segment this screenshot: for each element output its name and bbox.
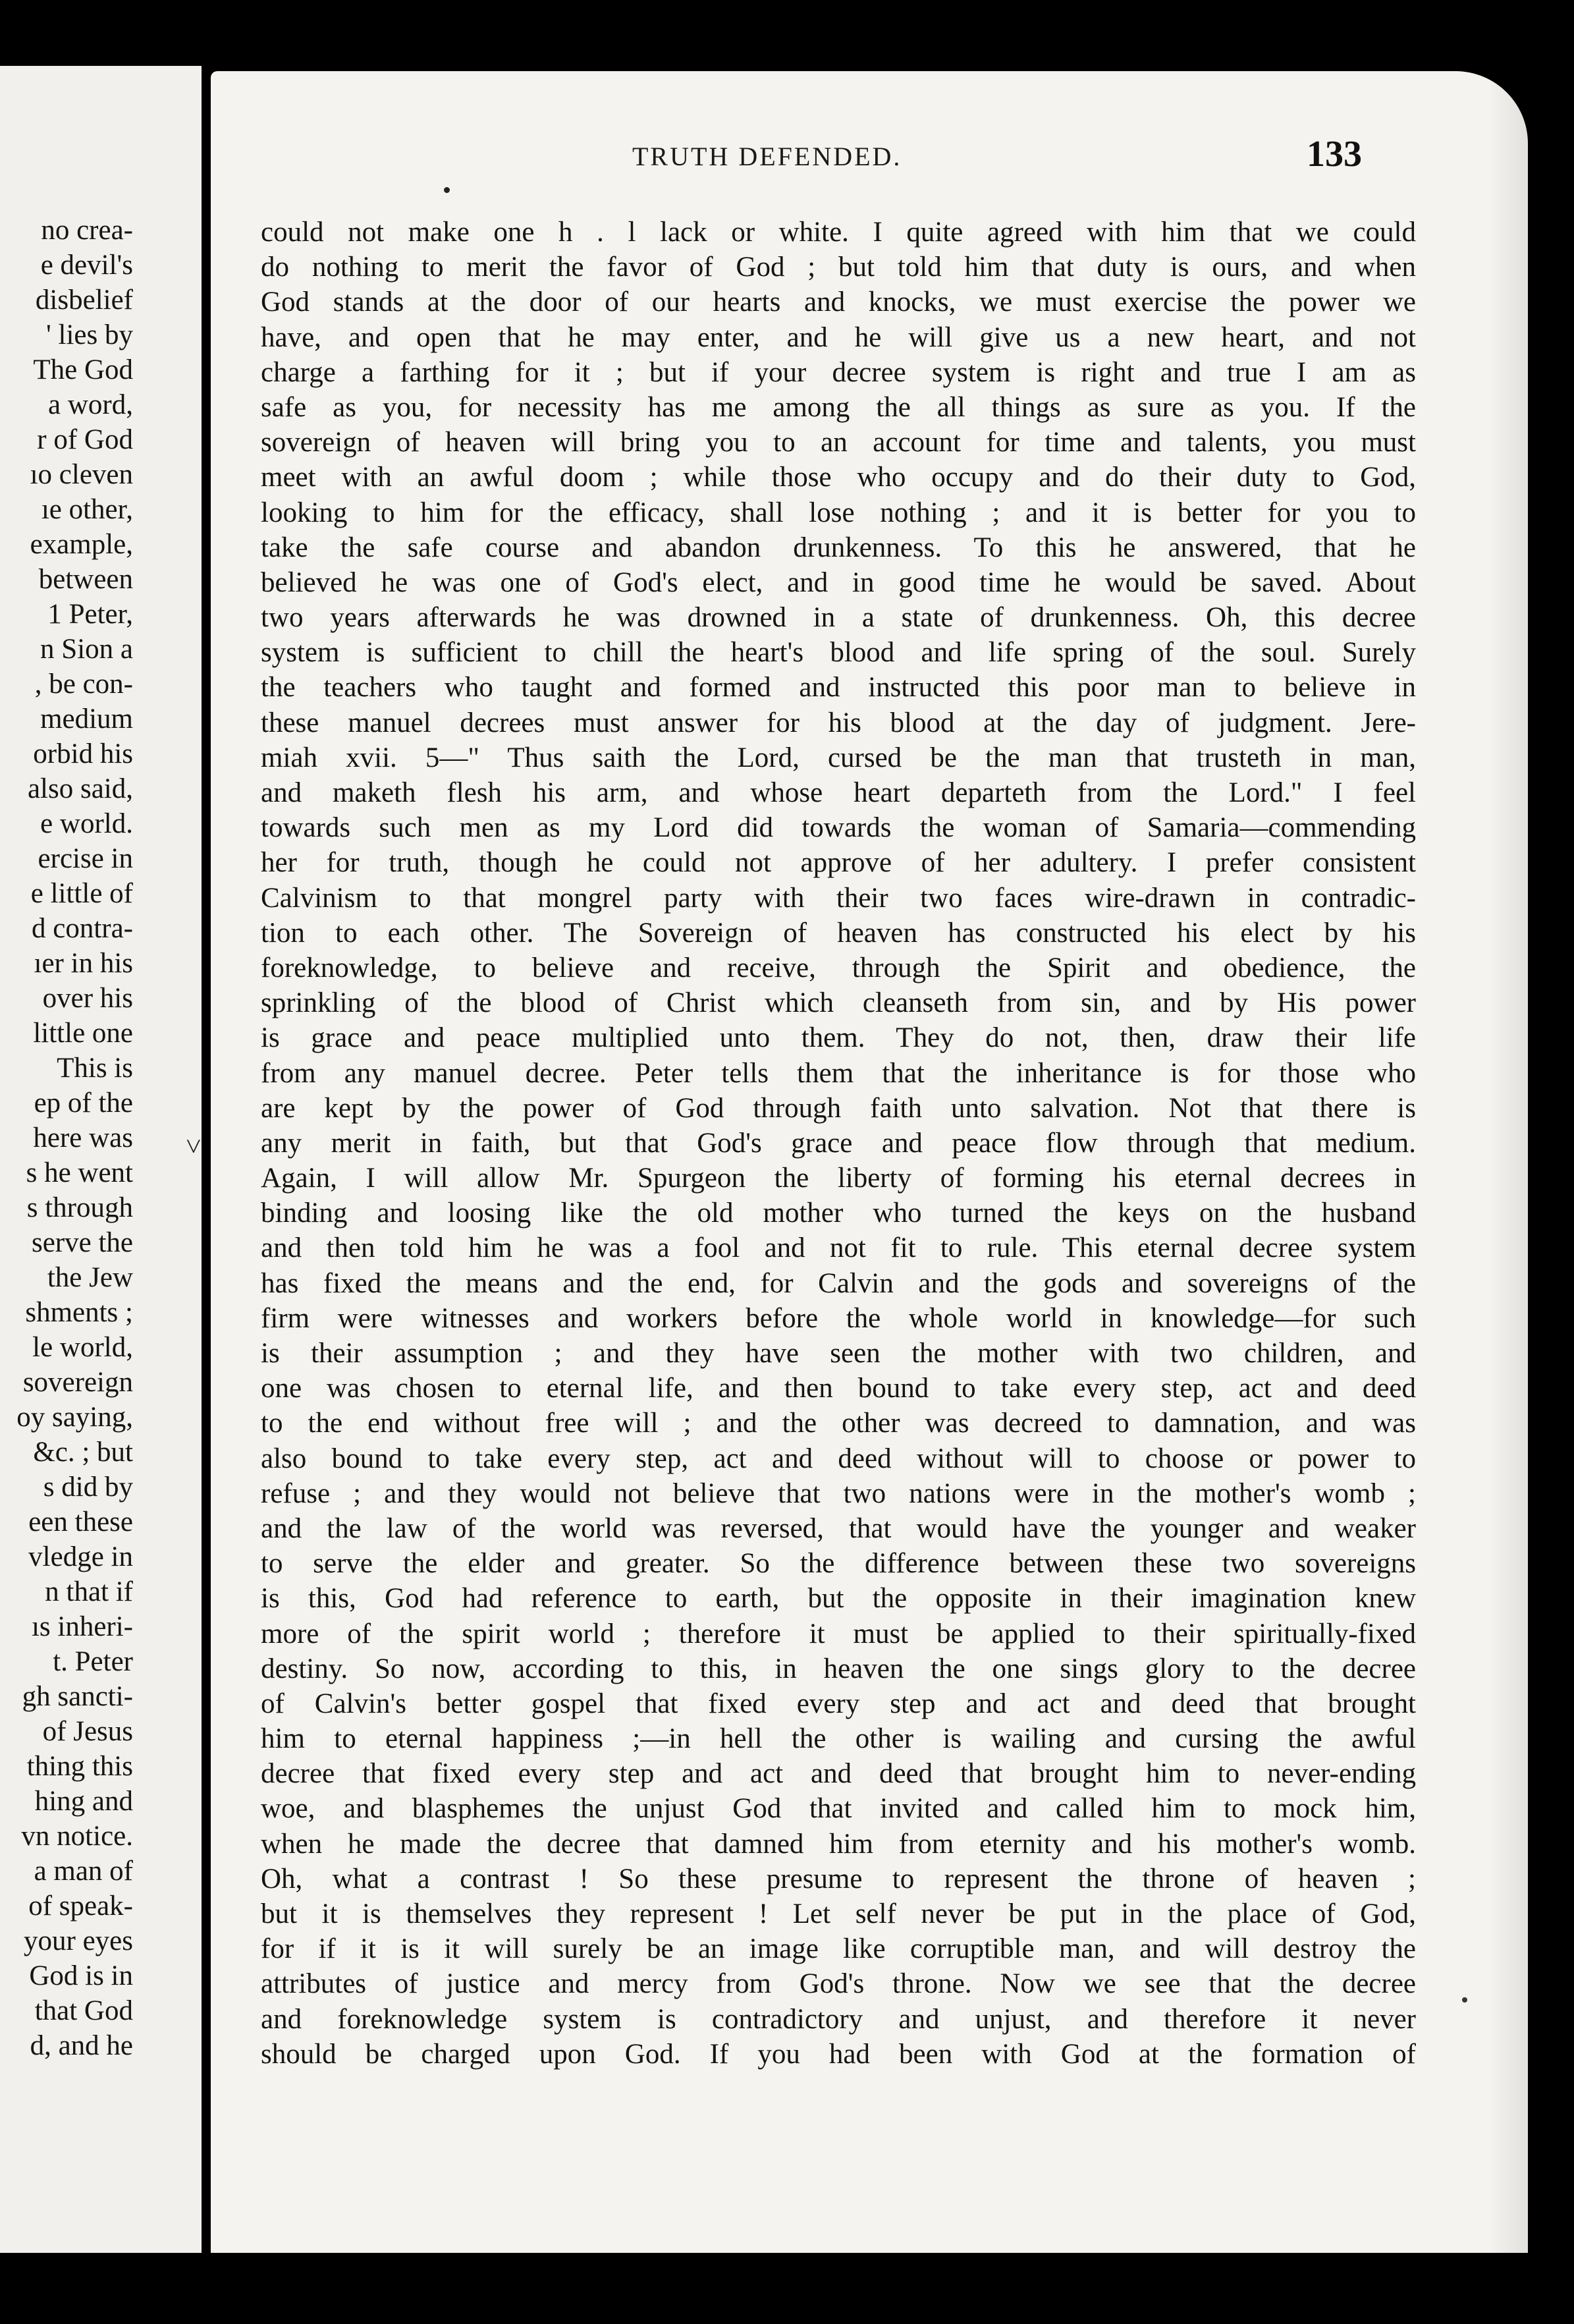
left-text-line: over his xyxy=(42,983,133,1014)
left-text-line: s through xyxy=(26,1192,133,1223)
right-page xyxy=(211,71,1528,2253)
left-text-line: ıer in his xyxy=(34,948,133,979)
body-text-line: her for truth, though he could not approve of her adultery. I prefer consistent xyxy=(261,847,1416,879)
left-text-line: serve the xyxy=(31,1227,133,1258)
body-text-line: foreknowledge, to believe and receive, through the Spirit and obedience, the xyxy=(261,952,1416,983)
body-text-line: of Calvin's better gospel that fixed every step and act and deed that brought xyxy=(261,1688,1416,1719)
body-text-line: should be charged upon God. If you had been with God at the formation of xyxy=(261,2038,1416,2070)
body-text-line: sprinkling of the blood of Christ which cleanseth from sin, and by His power xyxy=(261,987,1416,1019)
body-text-line: to the end without free will ; and the other was decreed to damnation, and was xyxy=(261,1408,1416,1439)
body-text-line: any merit in faith, but that God's grace and peace flow through that medium. xyxy=(261,1127,1416,1159)
left-text-line: the Jew xyxy=(47,1262,133,1293)
body-text-line: attributes of justice and mercy from God's throne. Now we see that the decree xyxy=(261,1968,1416,2000)
left-text-line: of speak- xyxy=(28,1891,133,1922)
body-text-line: looking to him for the efficacy, shall lose nothing ; and it is better for you to xyxy=(261,497,1416,528)
left-text-line: your eyes xyxy=(24,1925,133,1956)
body-text-line: charge a farthing for it ; but if your decree system is right and true I am as xyxy=(261,356,1416,388)
body-text-line: has fixed the means and the end, for Calvin and the gods and sovereigns of the xyxy=(261,1267,1416,1299)
left-text-line: sovereign xyxy=(22,1367,133,1398)
body-text-line: for if it is it will surely be an image like corruptible man, and will destroy the xyxy=(261,1933,1416,1965)
body-text-line: are kept by the power of God through faith unto salvation. Not that there is xyxy=(261,1092,1416,1124)
left-text-line: e devil's xyxy=(40,250,133,281)
left-text-line: The God xyxy=(33,354,133,385)
left-text-line: oy saying, xyxy=(16,1402,133,1433)
body-text-line: take the safe course and abandon drunkenness. To this he answered, that he xyxy=(261,532,1416,563)
body-text-line: Again, I will allow Mr. Spurgeon the liberty of forming his eternal decrees in xyxy=(261,1163,1416,1194)
left-text-line: le world, xyxy=(32,1332,133,1363)
left-text-line: vledge in xyxy=(28,1541,133,1572)
body-text-line: decree that fixed every step and act and deed that brought him to never-ending xyxy=(261,1758,1416,1790)
body-text-line: Calvinism to that mongrel party with their two faces wire-drawn in contradic- xyxy=(261,882,1416,914)
body-text-line: firm were witnesses and workers before the whole world in knowledge—for such xyxy=(261,1302,1416,1334)
left-text-line: ıs inheri- xyxy=(31,1611,133,1642)
left-text-line: n Sion a xyxy=(40,634,133,665)
left-text-line: disbelief xyxy=(35,285,133,316)
body-text-line: Oh, what a contrast ! So these presume to represent the throne of heaven ; xyxy=(261,1863,1416,1895)
left-text-line: little one xyxy=(33,1018,133,1049)
body-text-line: sovereign of heaven will bring you to an account for time and talents, you must xyxy=(261,427,1416,458)
left-text-line: , be con- xyxy=(34,669,133,700)
left-text-line: e little of xyxy=(30,878,133,909)
left-text-line: t. Peter xyxy=(53,1646,133,1677)
left-text-line: God is in xyxy=(29,1960,133,1991)
body-text-line: and foreknowledge system is contradictory and unjust, and therefore it never xyxy=(261,2003,1416,2035)
body-text-line: also bound to take every step, act and deed without will to choose or power to xyxy=(261,1443,1416,1474)
left-text-line: This is xyxy=(57,1053,133,1084)
running-head xyxy=(211,134,1370,178)
body-text-line: safe as you, for necessity has me among the all things as sure as you. If the xyxy=(261,391,1416,423)
left-text-line: een these xyxy=(28,1507,133,1537)
left-text-line: r of God xyxy=(37,424,133,455)
gutter-mark: ˅ xyxy=(186,1132,202,1162)
left-text-line: example, xyxy=(30,529,133,560)
body-text-line: but it is themselves they represent ! Let self never be put in the place of God, xyxy=(261,1898,1416,1929)
body-text-line: him to eternal happiness ;—in hell the other is wailing and cursing the awful xyxy=(261,1723,1416,1755)
left-text-line: ercise in xyxy=(38,843,133,874)
left-text-line: e world. xyxy=(40,808,133,839)
left-page xyxy=(0,66,202,2253)
left-text-line: gh sancti- xyxy=(22,1681,133,1712)
body-text-line: destiny. So now, according to this, in heaven the one sings glory to the decree xyxy=(261,1653,1416,1684)
page-number: 133 xyxy=(1307,134,1362,175)
left-text-line: d, and he xyxy=(30,2030,133,2061)
body-text-line: system is sufficient to chill the heart's blood and life spring of the soul. Surely xyxy=(261,637,1416,669)
body-text-line: is their assumption ; and they have seen the mother with two children, and xyxy=(261,1338,1416,1369)
body-text-line: is this, God had reference to earth, but the opposite in their imagination knew xyxy=(261,1583,1416,1615)
left-text-line: d contra- xyxy=(31,913,133,944)
body-text-line: have, and open that he may enter, and he will give us a new heart, and not xyxy=(261,321,1416,353)
left-text-line: s did by xyxy=(43,1472,133,1503)
left-text-line: thing this xyxy=(26,1751,133,1782)
body-text-line: to serve the elder and greater. So the difference between these two sovereigns xyxy=(261,1548,1416,1580)
left-text-line: of Jesus xyxy=(42,1716,133,1747)
body-text-line: believed he was one of God's elect, and in good time he would be saved. About xyxy=(261,567,1416,598)
left-text-line: 1 Peter, xyxy=(47,599,133,630)
body-text-line: two years afterwards he was drowned in a state of drunkenness. Oh, this decree xyxy=(261,602,1416,634)
body-text-line: binding and loosing like the old mother who turned the keys on the husband xyxy=(261,1198,1416,1229)
left-text-line: a word, xyxy=(48,389,133,420)
left-text-line: between xyxy=(38,564,133,595)
left-text-line: that God xyxy=(34,1995,133,2026)
body-text-line: could not make one h . l lack or white. I quite agreed with him that we could xyxy=(261,217,1416,248)
body-text xyxy=(261,215,1416,2072)
left-text-line: shments ; xyxy=(25,1297,133,1328)
body-text-line: the teachers who taught and formed and instructed this poor man to believe in xyxy=(261,672,1416,704)
left-text-line: s he went xyxy=(26,1157,133,1188)
left-text-line: also said, xyxy=(27,773,133,804)
body-text-line: miah xvii. 5—" Thus saith the Lord, cursed be the man that trusteth in man, xyxy=(261,742,1416,773)
left-text-line: here was xyxy=(33,1122,133,1153)
left-text-line: ep of the xyxy=(34,1088,133,1119)
left-text-line: &c. ; but xyxy=(33,1437,133,1468)
body-text-line: and maketh flesh his arm, and whose heart departeth from the Lord." I feel xyxy=(261,777,1416,808)
body-text-line: one was chosen to eternal life, and then bound to take every step, act and deed xyxy=(261,1373,1416,1404)
body-text-line: refuse ; and they would not believe that two nations were in the mother's womb ; xyxy=(261,1478,1416,1509)
body-text-line: meet with an awful doom ; while those who occupy and do their duty to God, xyxy=(261,462,1416,493)
body-text-line: tion to each other. The Sovereign of heaven has constructed his elect by his xyxy=(261,917,1416,949)
body-text-line: woe, and blasphemes the unjust God that invited and called him to mock him, xyxy=(261,1793,1416,1825)
body-text-line: God stands at the door of our hearts and knocks, we must exercise the power we xyxy=(261,287,1416,318)
body-text-line: towards such men as my Lord did towards the woman of Samaria—commending xyxy=(261,812,1416,844)
left-text-line: ıe other, xyxy=(41,494,133,525)
body-text-line: and the law of the world was reversed, that would have the younger and weaker xyxy=(261,1512,1416,1544)
body-text-line: more of the spirit world ; therefore it must be applied to their spiritually-fixed xyxy=(261,1618,1416,1649)
body-text-line: these manuel decrees must answer for his blood at the day of judgment. Jere- xyxy=(261,707,1416,738)
left-text-line: hing and xyxy=(34,1786,133,1817)
body-text-line: is grace and peace multiplied unto them. They do not, then, draw their life xyxy=(261,1022,1416,1054)
running-title: TRUTH DEFENDED. xyxy=(632,142,902,171)
left-page-text-fragments xyxy=(16,213,133,2063)
margin-ink-dot xyxy=(1462,1997,1467,2003)
left-text-line: ıo cleven xyxy=(30,459,133,490)
body-text-line: and then told him he was a fool and not fit to rule. This eternal decree system xyxy=(261,1232,1416,1264)
left-text-line: n that if xyxy=(45,1576,133,1607)
left-text-line: medium xyxy=(40,704,133,734)
left-text-line: ' lies by xyxy=(46,319,133,350)
body-text-line: do nothing to merit the favor of God ; but told him that duty is ours, and when xyxy=(261,252,1416,283)
body-text-line: when he made the decree that damned him from eternity and his mother's womb. xyxy=(261,1828,1416,1860)
body-text-line: from any manuel decree. Peter tells them that the inheritance is for those who xyxy=(261,1057,1416,1089)
left-text-line: no crea- xyxy=(41,215,133,246)
ink-dot xyxy=(444,187,450,193)
left-text-line: vn notice. xyxy=(21,1821,133,1852)
left-text-line: orbid his xyxy=(33,738,133,769)
left-text-line: a man of xyxy=(34,1856,133,1887)
